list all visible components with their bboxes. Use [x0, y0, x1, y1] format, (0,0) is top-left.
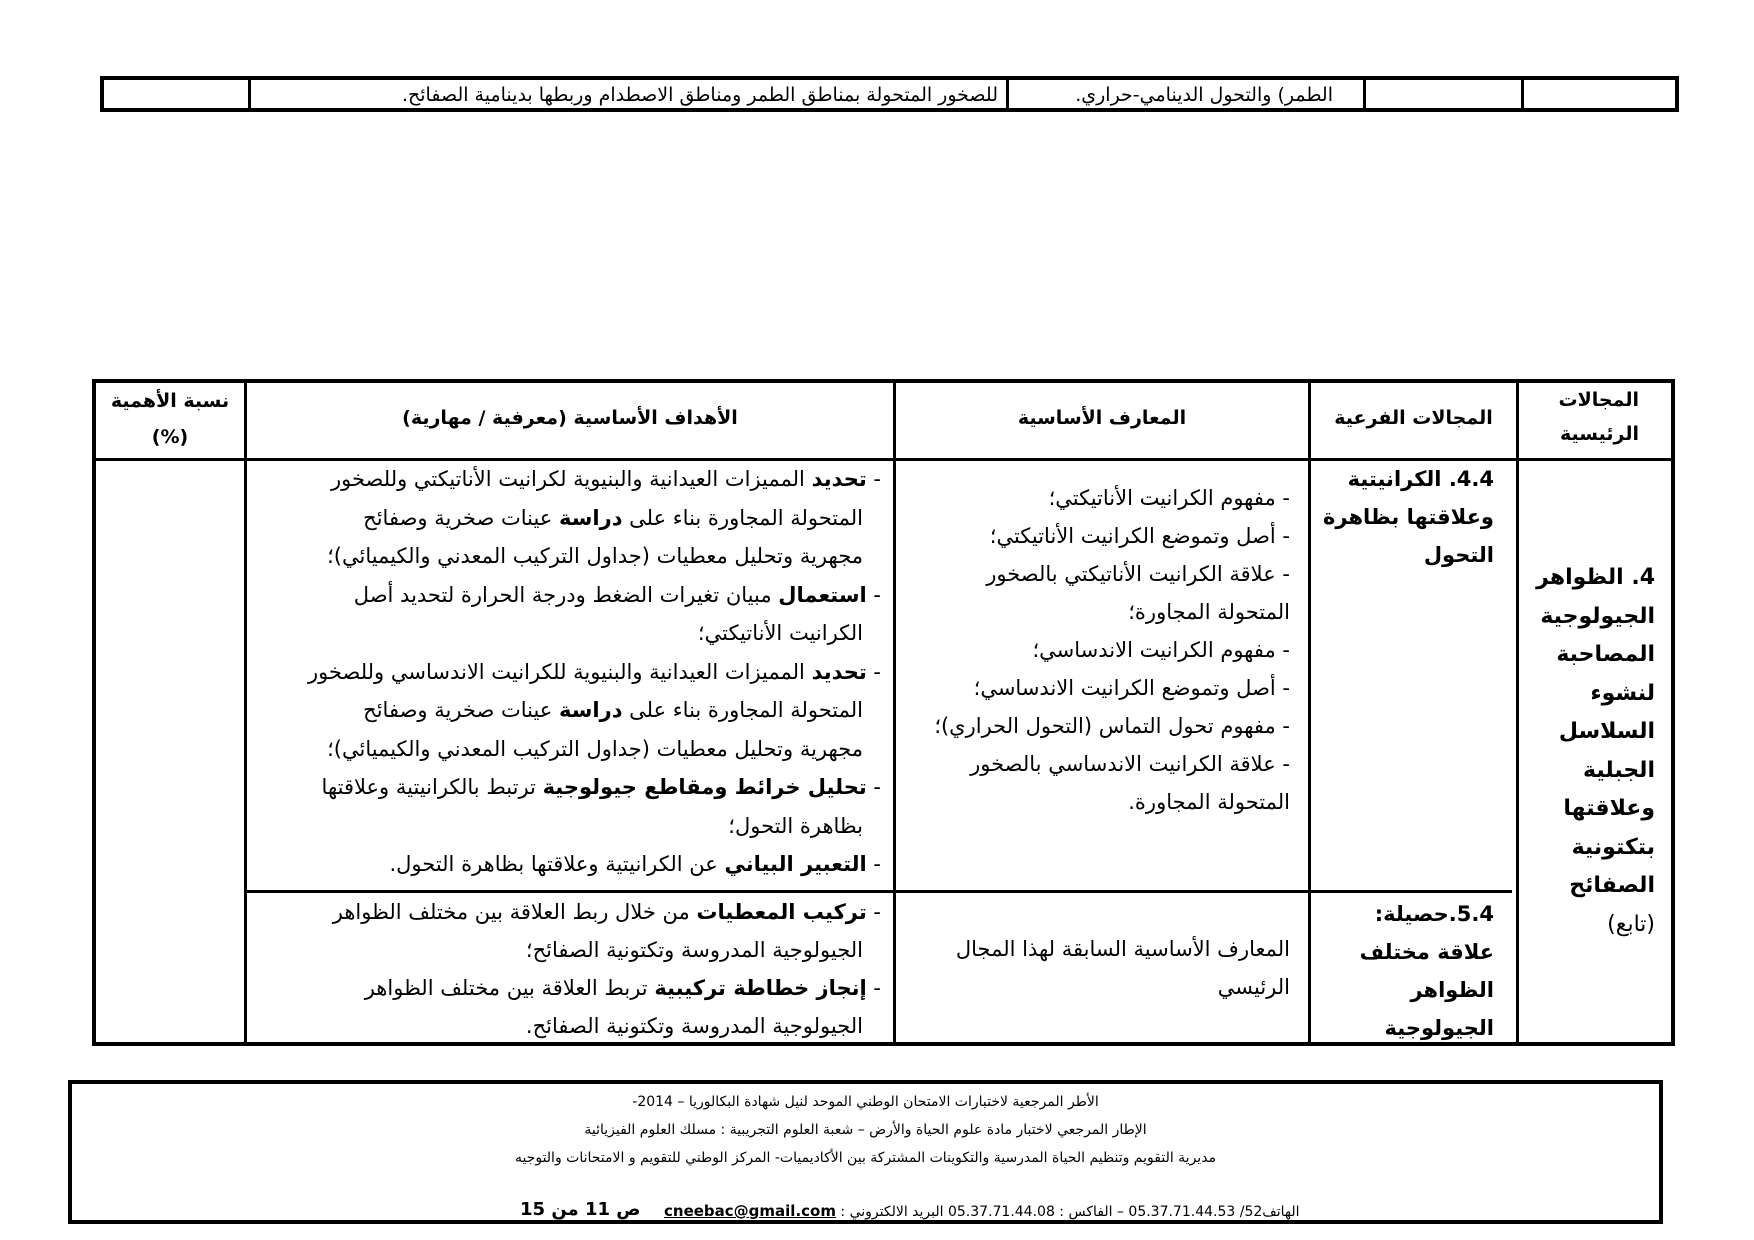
objective-line: - تركيب المعطيات من خلال ربط العلاقة بين مختلف الظواهر	[332, 900, 881, 924]
cell-importance	[104, 80, 248, 108]
cell-knowledge	[1006, 80, 1363, 108]
main-domain-line: لنشوء	[1590, 680, 1655, 706]
knowledge-item: - مفهوم الكرانيت الاندساسي؛	[1032, 638, 1290, 662]
knowledge-item: الرئيسي	[1217, 975, 1290, 999]
objective-verb: تحليل خرائط ومقاطع جيولوجية	[542, 775, 867, 799]
objective-verb: استعمال	[778, 582, 867, 607]
cell-objectives	[248, 80, 1006, 108]
header-importance-line1: نسبة الأهمية	[110, 390, 230, 412]
objective-text: بظاهرة التحول؛	[728, 813, 863, 838]
sub-domain-line: 4.4. الكرانيتية	[1347, 467, 1494, 491]
objective-line	[247, 807, 881, 846]
cell-main-domain	[1521, 80, 1675, 108]
knowledge-item: المتحولة المجاورة؛	[1128, 600, 1290, 624]
main-domain-line: وعلاقتها	[1563, 796, 1655, 821]
objective-line	[247, 931, 881, 969]
page-footer	[68, 1080, 1663, 1224]
objective-verb: تحديد	[811, 659, 867, 684]
objective-verb: تحديد	[811, 467, 867, 491]
knowledge-item: - أصل وتموضع الكرانيت الأناتيكتي؛	[989, 524, 1290, 548]
main-domain-line: السلاسل	[1558, 719, 1655, 744]
header-main-domains-line1: المجالات	[1558, 389, 1639, 411]
header-knowledge: المعارف الأساسية	[1017, 407, 1187, 429]
objective-text: المتحولة المجاورة بناء على	[622, 698, 863, 722]
sub-domain-line: 5.4.حصيلة:	[1374, 902, 1494, 926]
page-number: ص 11 من 15	[520, 1199, 641, 1220]
knowledge-item: - أصل وتموضع الكرانيت الاندساسي؛	[973, 676, 1290, 700]
objective-text: عينات صخرية وصفائح	[363, 698, 560, 722]
knowledge-item: المعارف الأساسية السابقة لهذا المجال	[955, 937, 1290, 961]
cell-sub-domain	[1363, 80, 1521, 108]
main-domain-continued: (تابع)	[1607, 911, 1655, 937]
objective-verb: دراسة	[559, 698, 623, 722]
header-importance-line2: (%)	[151, 426, 189, 448]
column-divider	[1516, 383, 1519, 1042]
main-domain-line: المصاحبة	[1556, 642, 1655, 667]
knowledge-item: - علاقة الكرانيت الأناتيكتي بالصخور	[986, 562, 1290, 586]
sub-domain-line: الجيولوجية	[1384, 1016, 1494, 1040]
header-main-domains-line2: الرئيسية	[1560, 423, 1639, 445]
continuation-knowledge-text: الطمر) والتحول الدينامي-حراري.	[1075, 84, 1333, 106]
main-domain-line: الجيولوجية	[1540, 603, 1655, 629]
header-main-domains	[1520, 383, 1675, 451]
objective-text: مجهرية وتحليل معطيات (جداول التركيب المعدني والكيميائي)؛	[327, 544, 863, 568]
objective-text: مبيان تغيرات الضغط ودرجة الحرارة لتحديد أصل	[353, 582, 779, 607]
footer-contact-text: الهاتف52/ 05.37.71.44.53 – الفاكس : 05.37.71.44.08 البريد الالكتروني :	[835, 1204, 1300, 1220]
knowledge-item: المتحولة المجاورة.	[1128, 790, 1290, 814]
sub-domain-line: وعلاقتها بظاهرة	[1323, 505, 1494, 529]
objectives-list-synthesis	[247, 893, 893, 1045]
knowledge-synthesis	[896, 930, 1308, 1006]
objective-verb: إنجاز خطاطة تركيبية	[654, 976, 867, 1000]
header-objectives: الأهداف الأساسية (معرفية / مهارية)	[402, 407, 738, 429]
objective-line: - التعبير البياني عن الكرانيتية وعلاقتها بظاهرة التحول.	[389, 852, 881, 876]
objective-text: ترتبط بالكرانيتية وعلاقتها	[321, 775, 543, 799]
sub-domain-line: الظواهر	[1410, 978, 1494, 1002]
objective-line: - إنجاز خطاطة تركيبية تربط العلاقة بين مختلف الظواهر	[364, 976, 881, 1000]
main-domain-line: 4. الظواهر	[1536, 565, 1655, 590]
continuation-objectives-text: للصخور المتحولة بمناطق الطمر ومناطق الاصطدام وربطها بدينامية الصفائح.	[401, 84, 998, 106]
objective-text: المميزات العيدانية والبنيوية للكرانيت الاندساسي وللصخور	[307, 659, 812, 684]
footer-line-directorate: مديرية التقويم وتنظيم الحياة المدرسية والتكوينات المشتركة بين الأكاديميات- المركز الوطني للتقويم و الامتحانات والتوجيه	[514, 1150, 1217, 1166]
objective-line: - تحديد المميزات العيدانية والبنيوية للكرانيت الاندساسي وللصخور	[307, 659, 881, 684]
objective-text: عن الكرانيتية وعلاقتها بظاهرة التحول.	[389, 852, 725, 876]
objective-text: تربط العلاقة بين مختلف الظواهر	[364, 976, 655, 1000]
objective-text: الكرانيت الأناتيكتي؛	[697, 621, 863, 645]
sub-domain-synthesis	[1311, 895, 1516, 1047]
main-domain-line: الجبلية	[1583, 757, 1655, 783]
knowledge-item: - علاقة الكرانيت الاندساسي بالصخور	[970, 752, 1290, 776]
header-sub-domains: المجالات الفرعية	[1334, 407, 1493, 429]
objective-line	[247, 730, 881, 769]
sub-domain-granitization	[1311, 460, 1516, 574]
knowledge-item: - مفهوم تحول التماس (التحول الحراري)؛	[934, 714, 1290, 738]
objective-text: الجيولوجية المدروسة وتكتونية الصفائح؛	[525, 938, 863, 962]
objective-text: المميزات العيدانية والبنيوية لكرانيت الأناتيكتي وللصخور	[330, 467, 812, 491]
objective-line	[247, 614, 881, 653]
sub-domain-line: علاقة مختلف	[1359, 940, 1494, 964]
knowledge-list-granitization	[896, 479, 1308, 821]
footer-line-frameworks: الأطر المرجعية لاختبارات الامتحان الوطني الموحد لنيل شهادة البكالوريا – 2014-	[632, 1094, 1099, 1110]
main-domain-line: الصفائح	[1569, 873, 1655, 898]
objective-text: مجهرية وتحليل معطيات (جداول التركيب المعدني والكيميائي)؛	[327, 736, 863, 761]
knowledge-item: - مفهوم الكرانيت الأناتيكتي؛	[1048, 486, 1290, 510]
objective-line	[247, 691, 881, 730]
header-importance	[96, 383, 244, 455]
objective-verb: دراسة	[559, 505, 623, 530]
objective-line: - استعمال مبيان تغيرات الضغط ودرجة الحرارة لتحديد أصل	[353, 582, 881, 607]
main-table	[92, 379, 1675, 1046]
objective-text: عينات صخرية وصفائح	[363, 505, 560, 530]
objective-verb: تركيب المعطيات	[696, 900, 867, 924]
objective-line	[247, 537, 881, 576]
footer-line-reference: الإطار المرجعي لاختبار مادة علوم الحياة والأرض – شعبة العلوم التجريبية : مسلك العلوم الفيزيائية	[584, 1122, 1147, 1138]
objective-text: الجيولوجية المدروسة وتكتونية الصفائح.	[525, 1014, 863, 1038]
objective-verb: التعبير البياني	[724, 852, 867, 876]
continuation-table-row	[100, 76, 1679, 112]
main-domain-line: بتكتونية	[1571, 834, 1655, 860]
main-domain-cell	[1520, 559, 1675, 944]
sub-domain-line: التحول	[1423, 543, 1494, 567]
footer-contact	[664, 1202, 1300, 1220]
objective-line: - تحليل خرائط ومقاطع جيولوجية ترتبط بالكرانيتية وعلاقتها	[321, 775, 881, 799]
objective-line	[247, 499, 881, 538]
objective-line: - تحديد المميزات العيدانية والبنيوية لكرانيت الأناتيكتي وللصخور	[330, 467, 881, 491]
objective-text: من خلال ربط العلاقة بين مختلف الظواهر	[332, 900, 697, 924]
objectives-list-granitization	[247, 460, 893, 884]
footer-email-link[interactable]: cneebac@gmail.com	[664, 1202, 836, 1220]
objective-text: المتحولة المجاورة بناء على	[622, 505, 863, 530]
objective-line	[247, 1007, 881, 1045]
